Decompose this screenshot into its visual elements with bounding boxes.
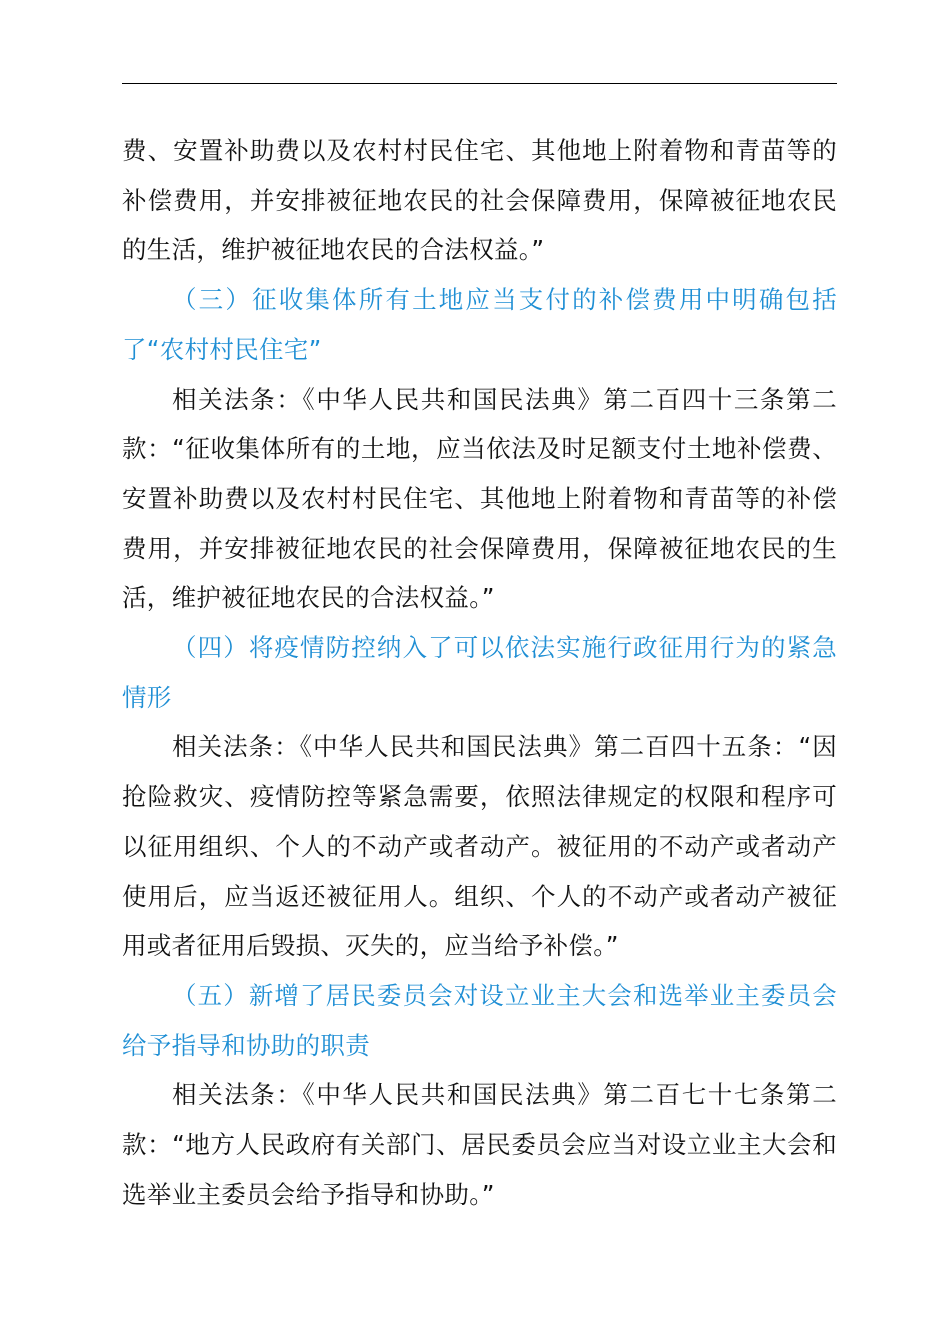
body-paragraph-article-245: 相关法条：《中华人民共和国民法典》第二百四十五条：“因抢险救灾、疫情防控等紧急需要，依照法律规定的权限和程序可以征用组织、个人的不动产或者动产。被征用的不动产或者动产使用后，应当返还被征用人。组织、个人的不动产或者动产被征用或者征用后毁损、灭失的，应当给予补偿。” <box>122 732 837 961</box>
document-body <box>122 126 837 1219</box>
body-paragraph-article-243: 相关法条：《中华人民共和国民法典》第二百四十三条第二款：“征收集体所有的土地，应当依法及时足额支付土地补偿费、安置补助费以及农村村民住宅、其他地上附着物和青苗等的补偿费用，并安排被征地农民的社会保障费用，保障被征地农民的生活，维护被征地农民的合法权益。” <box>122 384 837 613</box>
section-heading-3: （三）征收集体所有土地应当支付的补偿费用中明确包括了“农村村民住宅” <box>122 285 837 364</box>
header-rule <box>122 83 837 84</box>
section-heading-5: （五）新增了居民委员会对设立业主大会和选举业主委员会给予指导和协助的职责 <box>122 980 837 1060</box>
section-heading-4: （四）将疫情防控纳入了可以依法实施行政征用行为的紧急情形 <box>122 633 837 712</box>
body-paragraph-article-277: 相关法条：《中华人民共和国民法典》第二百七十七条第二款：“地方人民政府有关部门、居民委员会应当对设立业主大会和选举业主委员会给予指导和协助。” <box>122 1080 837 1209</box>
body-paragraph-continued: 费、安置补助费以及农村村民住宅、其他地上附着物和青苗等的补偿费用，并安排被征地农民的社会保障费用，保障被征地农民的生活，维护被征地农民的合法权益。” <box>122 136 837 265</box>
